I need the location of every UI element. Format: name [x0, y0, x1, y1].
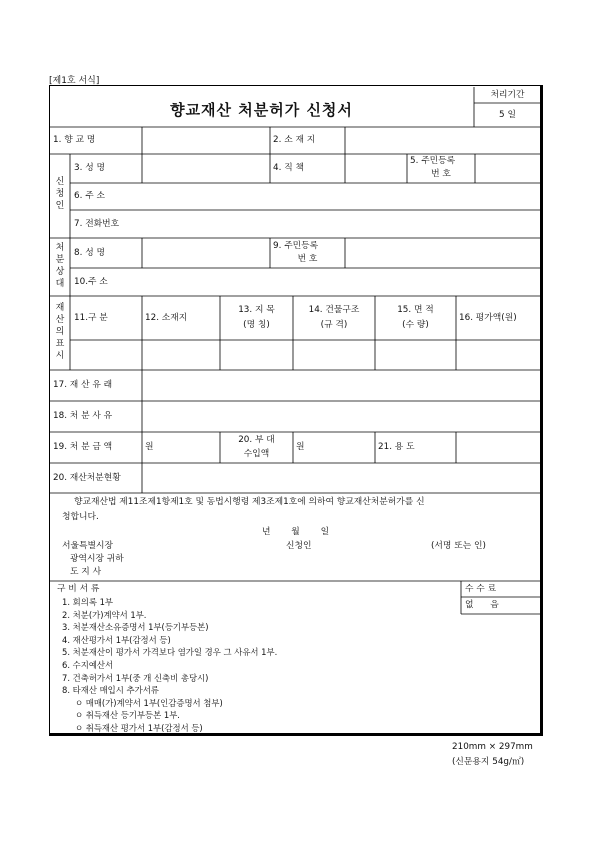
resident-number-label-line2: 번 호	[431, 169, 451, 179]
incidental-income-label-line1: 20. 부 대	[238, 435, 275, 445]
required-document-item: ㅇ 취득재산 평가서 1부(감정서 등)	[75, 723, 203, 733]
disposal-amount-label: 19. 처 분 금 액	[53, 442, 113, 452]
processing-period-value: 5 일	[499, 110, 516, 120]
counterparty-name-label: 8. 성 명	[74, 248, 105, 258]
required-document-item: ㅇ 취득재산 등기부등본 1부.	[75, 710, 180, 721]
location-label: 2. 소 재 지	[273, 135, 316, 145]
counterparty-group-label: 처분상대	[55, 243, 65, 289]
use-label: 21. 용 도	[378, 442, 415, 452]
required-documents-heading: 구 비 서 류	[57, 584, 100, 594]
required-document-item: 3. 처분재산소유증명서 1부(등기부등본)	[62, 622, 209, 633]
disposal-reason-label: 18. 처 분 사 유	[53, 411, 113, 421]
required-document-item: 1. 회의록 1부	[62, 597, 114, 607]
addressee-province: 도 지 사	[70, 567, 102, 577]
addressee-metropolitan: 광역시장 귀하	[70, 554, 124, 564]
required-document-item: 8. 타재산 매입시 추가서류	[62, 685, 159, 696]
disposal-status-label: 20. 재산처분현황	[53, 473, 121, 483]
disposal-amount-unit: 원	[145, 442, 154, 452]
property-category-header-line2: (명 칭)	[243, 320, 270, 330]
incidental-income-label-line2: 수입액	[243, 449, 270, 459]
property-value-header: 16. 평가액(원)	[459, 313, 517, 323]
required-document-item: 2. 처분(가)계약서 1부.	[62, 609, 147, 620]
processing-period-label: 처리기간	[490, 90, 525, 100]
property-location-header: 12. 소재지	[145, 313, 188, 323]
form-title: 향교재산 처분허가 신청서	[170, 101, 353, 119]
counterparty-resident-label-line2: 번 호	[297, 254, 318, 264]
required-document-item: ㅇ 매매(가)계약서 1부(인감증명서 첨부)	[75, 697, 223, 708]
required-document-item: 6. 수지예산서	[62, 660, 114, 670]
paper-type-note: (신문용지 54g/㎡)	[452, 757, 525, 767]
fee-label: 수 수 료	[465, 584, 497, 594]
fee-value: 없 음	[465, 600, 499, 610]
signature-note: (서명 또는 인)	[431, 541, 486, 551]
declaration-date: 년 월 일	[262, 527, 330, 537]
property-category-header-line1: 13. 지 목	[238, 305, 275, 315]
applicant-address-label: 6. 주 소	[74, 191, 105, 201]
property-structure-header-line2: (규 격)	[320, 320, 348, 330]
required-document-item: 4. 재산평가서 1부(감정서 등)	[62, 634, 171, 645]
required-document-item: 7. 건축허가서 1부(중 개 신축비 총당시)	[62, 672, 209, 683]
form-number-label: [제1호 서식]	[49, 76, 100, 86]
property-origin-label: 17. 재 산 유 래	[53, 380, 113, 390]
applicant-name-label: 3. 성 명	[74, 163, 105, 173]
incidental-income-unit: 원	[296, 442, 305, 452]
property-type-header: 11.구 분	[74, 313, 108, 323]
required-document-item: 5. 처분재산이 평가서 가격보다 염가일 경우 그 사유서 1부.	[62, 647, 278, 658]
property-group-label: 재산의표시	[55, 303, 65, 361]
applicant-position-label: 4. 직 책	[273, 163, 304, 173]
declaration-line1: 향교재산법 제11조제1항제1호 및 동법시행령 제3조제1호에 의하여 향교재산처분허가를 신	[74, 497, 425, 507]
property-area-header-line1: 15. 면 적	[397, 305, 434, 315]
paper-size-note: 210mm × 297mm	[452, 742, 533, 752]
declaration-line2: 청합니다.	[62, 512, 99, 522]
applicant-phone-label: 7. 전화번호	[74, 219, 120, 229]
property-structure-header-line1: 14. 건물구조	[308, 305, 360, 315]
resident-number-label-line1: 5. 주민등록	[410, 156, 456, 166]
property-area-header-line2: (수 량)	[402, 320, 429, 330]
applicant-signature-label: 신청인	[286, 541, 312, 551]
applicant-group-label: 신청인	[55, 177, 65, 211]
addressee-seoul: 서울특별시장	[62, 541, 113, 551]
school-name-label: 1. 향 교 명	[53, 135, 96, 145]
counterparty-resident-label-line1: 9. 주민등록	[273, 241, 319, 251]
counterparty-address-label: 10.주 소	[74, 277, 108, 287]
